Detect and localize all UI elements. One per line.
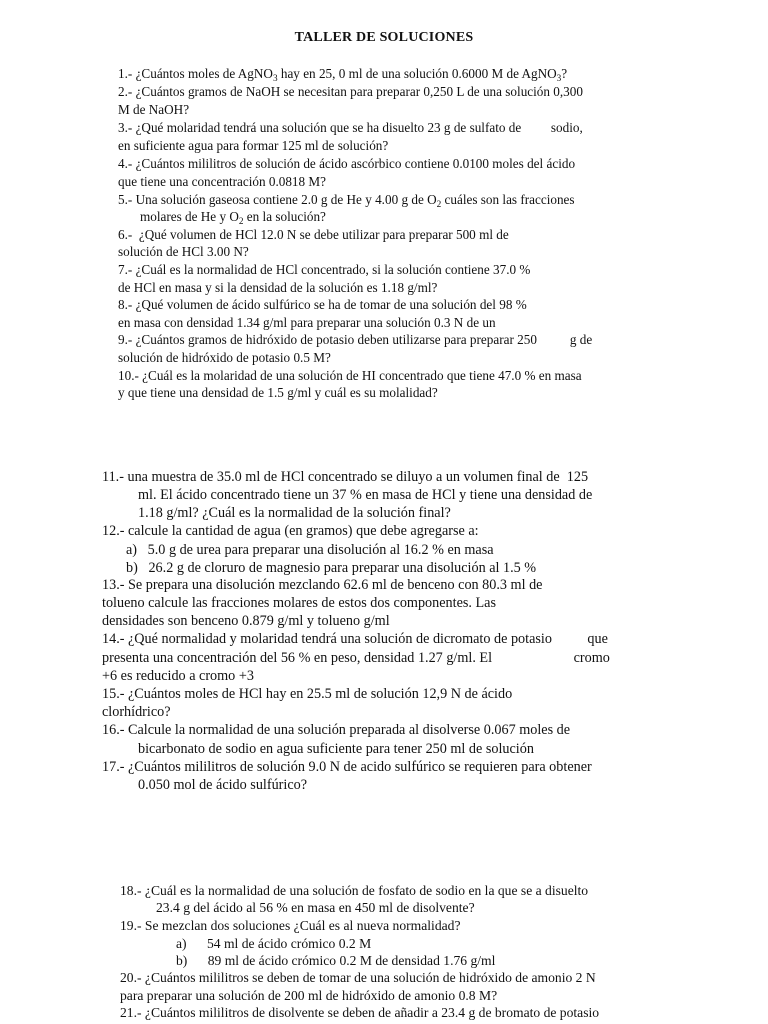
problem-line: 15.- ¿Cuántos moles de HCl hay en 25.5 ml de solución 12,9 N de ácido: [102, 686, 513, 702]
problem-line: en masa con densidad 1.34 g/ml para preparar una solución 0.3 N de un: [118, 315, 496, 330]
problem-line: 0.050 mol de ácido sulfúrico?: [138, 777, 308, 793]
problem-line: b) 89 ml de ácido crómico 0.2 M de densidad 1.76 g/ml: [176, 953, 496, 968]
problem-line: de HCl en masa y si la densidad de la solución es 1.18 g/ml?: [118, 280, 438, 295]
problem-line: a) 5.0 g de urea para preparar una disolución al 16.2 % en masa: [126, 542, 494, 558]
problem-line: 19.- Se mezclan dos soluciones ¿Cuál es al nueva normalidad?: [120, 918, 461, 933]
problem-line: densidades son benceno 0.879 g/ml y tolueno g/ml: [102, 613, 390, 629]
problem-line: clorhídrico?: [102, 704, 171, 720]
problem-line: molares de He y $O_2$ en la solución?: [140, 209, 326, 226]
problem-line: solución de hidróxido de potasio 0.5 M?: [118, 350, 331, 365]
page-title: TALLER DE SOLUCIONES: [294, 30, 474, 45]
problem-line: 17.- ¿Cuántos mililitros de solución 9.0 N de acido sulfúrico se requieren para obtener: [102, 759, 592, 775]
problem-line: 8.- ¿Qué volumen de ácido sulfúrico se ha de tomar de una solución del 98 %: [118, 297, 527, 312]
problem-line: solución de HCl 3.00 N?: [118, 244, 249, 259]
problem-line: M de NaOH?: [118, 102, 190, 117]
problem-line: 16.- Calcule la normalidad de una solución preparada al disolverse 0.067 moles de: [102, 722, 571, 738]
problem-line: en suficiente agua para formar 125 ml de solución?: [118, 138, 389, 153]
problem-line: 1.18 g/ml? ¿Cuál es la normalidad de la solución final?: [138, 505, 451, 521]
problem-line: +6 es reducido a cromo +3: [102, 668, 254, 684]
problem-line: b) 26.2 g de cloruro de magnesio para preparar una disolución al 1.5 %: [126, 560, 537, 576]
problem-line: 21.- ¿Cuántos mililitros de disolvente se deben de añadir a 23.4 g de bromato de potasio: [120, 1005, 600, 1020]
problem-line: y que tiene una densidad de 1.5 g/ml y cuál es su molalidad?: [118, 385, 438, 400]
problem-line: 18.- ¿Cuál es la normalidad de una solución de fosfato de sodio en la que se a disuelto: [120, 883, 589, 898]
problem-line: presenta una concentración del 56 % en peso, densidad 1.27 g/ml. El cromo: [102, 650, 610, 666]
problem-line: 2.- ¿Cuántos gramos de NaOH se necesitan para preparar 0,250 L de una solución 0,300: [118, 84, 583, 99]
problem-line: 5.- Una solución gaseosa contiene 2.0 g de He y 4.00 g de $O_2$ cuáles son las fracciones: [118, 192, 575, 209]
problem-line: 20.- ¿Cuántos mililitros se deben de tomar de una solución de hidróxido de amonio 2 N: [120, 970, 596, 985]
problem-line: 9.- ¿Cuántos gramos de hidróxido de potasio deben utilizarse para preparar 250 g de: [118, 332, 593, 347]
problem-line: 7.- ¿Cuál es la normalidad de HCl concentrado, si la solución contiene 37.0 %: [118, 262, 531, 277]
problem-line: que tiene una concentración 0.0818 M?: [118, 174, 326, 189]
problem-line: 10.- ¿Cuál es la molaridad de una solución de HI concentrado que tiene 47.0 % en masa: [118, 368, 582, 383]
problem-line: para preparar una solución de 200 ml de hidróxido de amonio 0.8 M?: [120, 988, 498, 1003]
problem-line: a) 54 ml de ácido crómico 0.2 M: [176, 936, 372, 951]
problem-line: 12.- calcule la cantidad de agua (en gramos) que debe agregarse a:: [102, 523, 479, 539]
problem-line: ml. El ácido concentrado tiene un 37 % en masa de HCl y tiene una densidad de: [138, 487, 593, 503]
problem-line: bicarbonato de sodio en agua suficiente para tener 250 ml de solución: [138, 741, 534, 757]
problem-line: 13.- Se prepara una disolución mezclando 62.6 ml de benceno con 80.3 ml de: [102, 577, 543, 593]
problem-line: 1.- ¿Cuántos moles de AgNO$_3$ hay en 25, 0 ml de una solución 0.6000 M de AgNO$_3$?: [118, 66, 568, 83]
problem-line: 23.4 g del ácido al 56 % en masa en 450 ml de disolvente?: [156, 900, 475, 915]
problem-line: 11.- una muestra de 35.0 ml de HCl concentrado se diluyo a un volumen final de 125: [102, 469, 589, 485]
problem-line: 3.- ¿Qué molaridad tendrá una solución que se ha disuelto 23 g de sulfato de sodio,: [118, 120, 583, 135]
problem-line: 14.- ¿Qué normalidad y molaridad tendrá una solución de dicromato de potasio que: [102, 631, 608, 647]
problem-line: 6.- ¿Qué volumen de HCl 12.0 N se debe utilizar para preparar 500 ml de: [118, 227, 509, 242]
problem-line: 4.- ¿Cuántos mililitros de solución de ácido ascórbico contiene 0.0100 moles del ácido: [118, 156, 576, 171]
problem-line: tolueno calcule las fracciones molares de estos dos componentes. Las: [102, 595, 496, 611]
